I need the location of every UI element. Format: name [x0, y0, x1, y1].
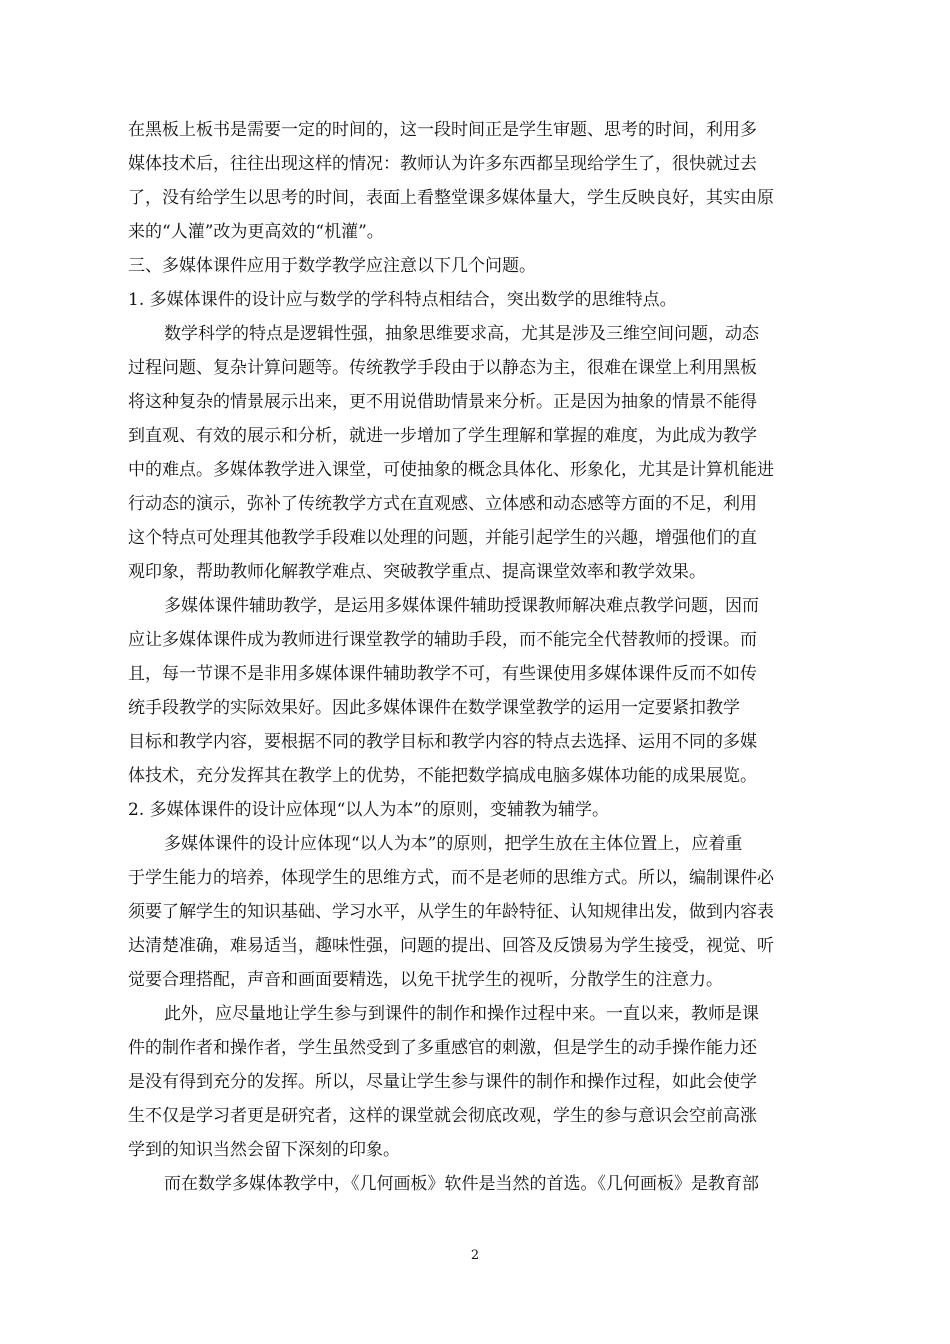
text-line: 于学生能力的培养，体现学生的思维方式，而不是老师的思维方式。所以，编制课件必 [128, 868, 774, 888]
paragraph-start-line: 而在数学多媒体教学中，《几何画板》软件是当然的首选。《几何画板》是教育部 [164, 1174, 759, 1194]
text-line: 须要了解学生的知识基础、学习水平，从学生的年龄特征、认知规律出发，做到内容表 [128, 902, 774, 922]
subsection-heading: 1. 多媒体课件的设计应与数学的学科特点相结合，突出数学的思维特点。 [128, 290, 677, 310]
text-line: 观印象，帮助教师化解教学难点、突破教学重点、提高课堂效率和教学效果。 [128, 562, 706, 582]
text-line: 达清楚准确，难易适当，趣味性强，问题的提出、回答及反馈易为学生接受，视觉、听 [128, 936, 774, 956]
text-line: 将这种复杂的情景展示出来，更不用说借助情景来分析。正是因为抽象的情景不能得 [128, 392, 757, 412]
text-line: 且，每一节课不是非用多媒体课件辅助教学不可，有些课使用多媒体课件反而不如传 [128, 664, 757, 684]
text-line: 体技术，充分发挥其在教学上的优势，不能把数学搞成电脑多媒体功能的成果展览。 [128, 766, 757, 786]
text-line: 在黑板上板书是需要一定的时间的，这一段时间正是学生审题、思考的时间，利用多 [128, 120, 757, 140]
section-heading: 三、多媒体课件应用于数学教学应注意以下几个问题。 [128, 256, 536, 276]
text-line: 统手段教学的实际效果好。因此多媒体课件在数学课堂教学的运用一定要紧扣教学 [128, 698, 740, 718]
text-line: 中的难点。多媒体教学进入课堂，可使抽象的概念具体化、形象化，尤其是计算机能进 [128, 460, 774, 480]
text-line: 学到的知识当然会留下深刻的印象。 [128, 1140, 400, 1160]
text-line: 媒体技术后，往往出现这样的情况：教师认为许多东西都呈现给学生了，很快就过去 [128, 154, 757, 174]
paragraph-start-line: 多媒体课件辅助教学，是运用多媒体课件辅助授课教师解决难点教学问题，因而 [164, 596, 759, 616]
text-line: 来的“人灌”改为更高效的“机灌”。 [128, 222, 384, 242]
subsection-heading: 2. 多媒体课件的设计应体现“以人为本”的原则，变辅教为辅学。 [128, 800, 610, 820]
text-line: 了，没有给学生以思考的时间，表面上看整堂课多媒体量大，学生反映良好，其实由原 [128, 188, 774, 208]
text-line: 应让多媒体课件成为教师进行课堂教学的辅助手段，而不能完全代替教师的授课。而 [128, 630, 757, 650]
text-line: 生不仅是学习者更是研究者，这样的课堂就会彻底改观，学生的参与意识会空前高涨 [128, 1106, 757, 1126]
text-line: 件的制作者和操作者，学生虽然受到了多重感官的刺激，但是学生的动手操作能力还 [128, 1038, 757, 1058]
body-text [128, 113, 828, 1201]
text-line: 觉要合理搭配，声音和画面要精选，以免干扰学生的视听，分散学生的注意力。 [128, 970, 723, 990]
page-number: 2 [470, 1248, 480, 1263]
paragraph-start-line: 数学科学的特点是逻辑性强，抽象思维要求高，尤其是涉及三维空间问题，动态 [164, 324, 759, 344]
text-line: 到直观、有效的展示和分析，就进一步增加了学生理解和掌握的难度，为此成为教学 [128, 426, 757, 446]
paragraph-start-line: 多媒体课件的设计应体现“以人为本”的原则，把学生放在主体位置上，应着重 [164, 834, 743, 854]
paragraph-start-line: 此外，应尽量地让学生参与到课件的制作和操作过程中来。一直以来，教师是课 [164, 1004, 759, 1024]
text-line: 是没有得到充分的发挥。所以，尽量让学生参与课件的制作和操作过程，如此会使学 [128, 1072, 757, 1092]
text-line: 目标和教学内容，要根据不同的教学目标和教学内容的特点去选择、运用不同的多媒 [128, 732, 757, 752]
text-line: 过程问题、复杂计算问题等。传统教学手段由于以静态为主，很难在课堂上利用黑板 [128, 358, 757, 378]
text-line: 这个特点可处理其他教学手段难以处理的问题，并能引起学生的兴趣，增强他们的直 [128, 528, 757, 548]
text-line: 行动态的演示，弥补了传统教学方式在直观感、立体感和动态感等方面的不足，利用 [128, 494, 757, 514]
